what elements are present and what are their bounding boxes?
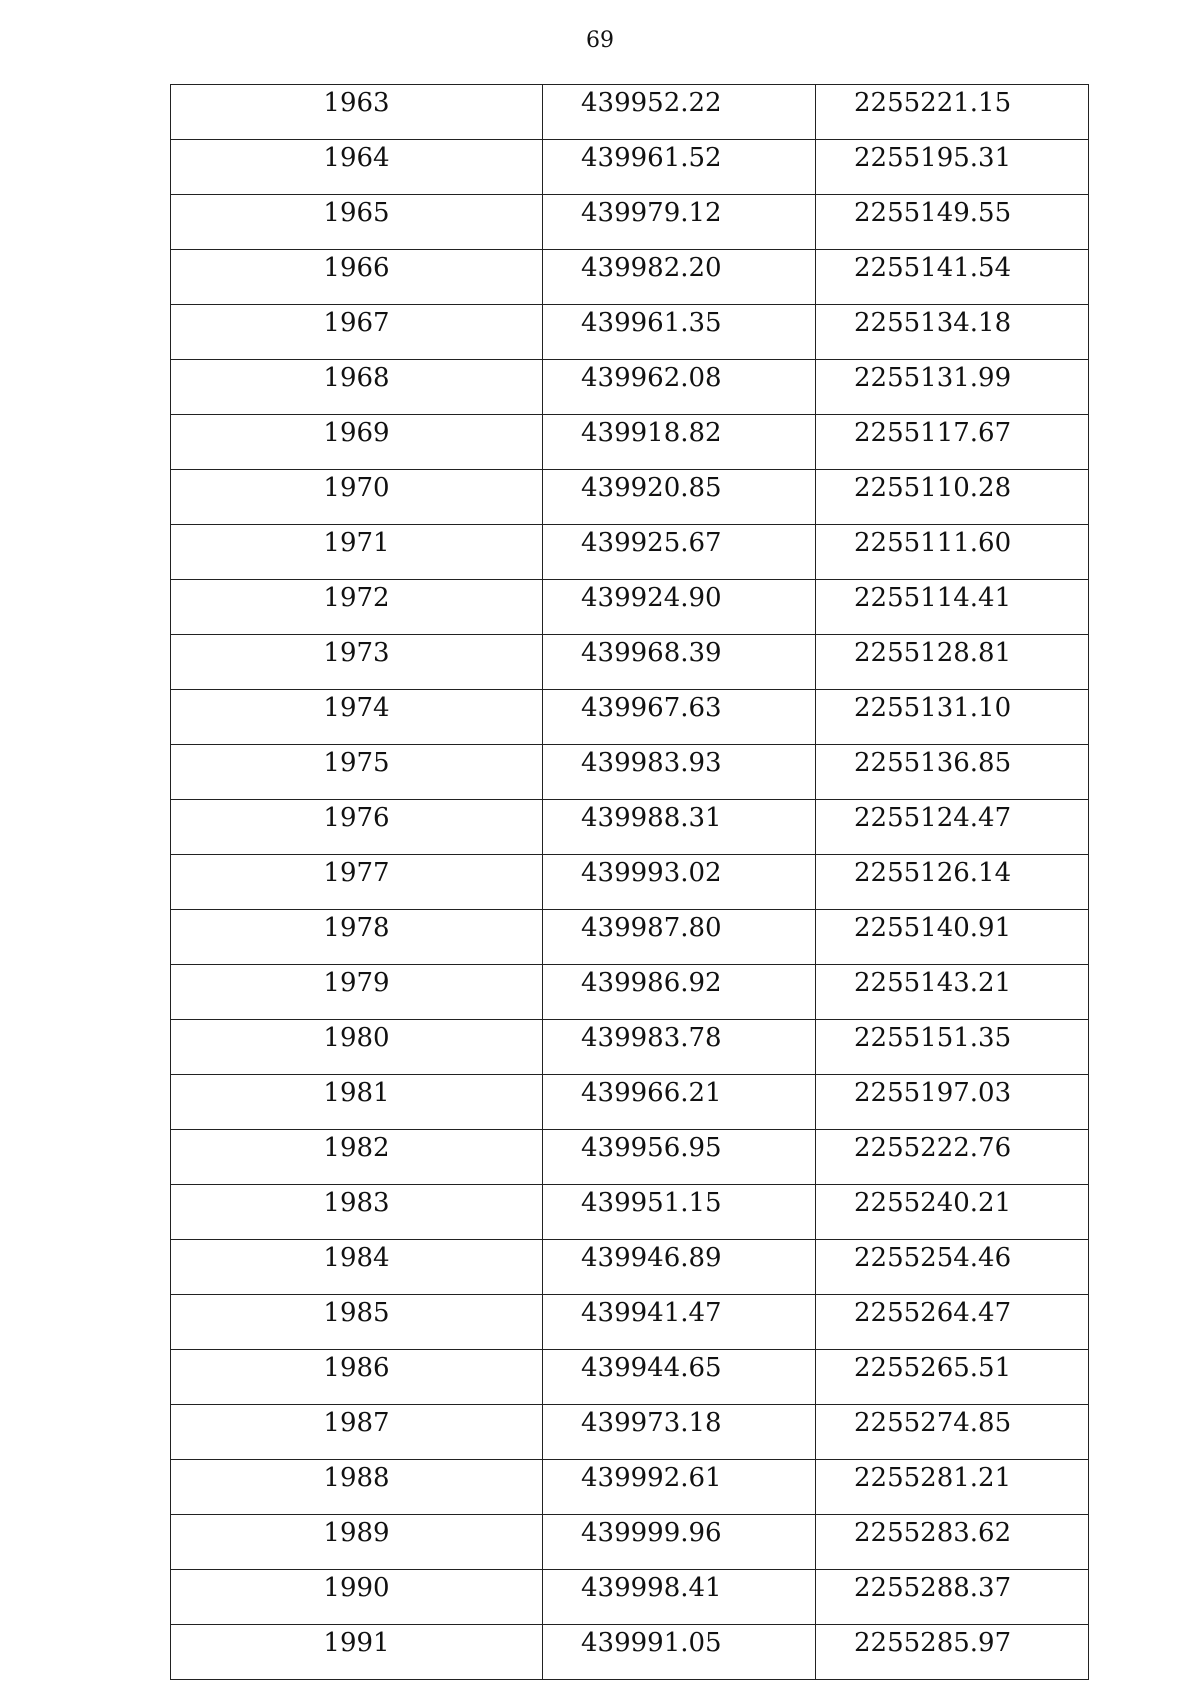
y-coordinate-cell: 2255136.85 — [816, 745, 1089, 800]
y-coordinate-cell: 2255141.54 — [816, 250, 1089, 305]
point-number-cell: 1966 — [171, 250, 543, 305]
point-number-cell: 1967 — [171, 305, 543, 360]
point-number-cell: 1977 — [171, 855, 543, 910]
table-row — [171, 85, 1089, 140]
table-row — [171, 635, 1089, 690]
point-number-cell: 1974 — [171, 690, 543, 745]
table-row — [171, 690, 1089, 745]
point-number-cell: 1979 — [171, 965, 543, 1020]
x-coordinate-cell: 439962.08 — [543, 360, 816, 415]
table-row — [171, 965, 1089, 1020]
table-row — [171, 800, 1089, 855]
point-number-cell: 1984 — [171, 1240, 543, 1295]
y-coordinate-cell: 2255143.21 — [816, 965, 1089, 1020]
y-coordinate-cell: 2255111.60 — [816, 525, 1089, 580]
table-row — [171, 1350, 1089, 1405]
y-coordinate-cell: 2255221.15 — [816, 85, 1089, 140]
x-coordinate-cell: 439918.82 — [543, 415, 816, 470]
y-coordinate-cell: 2255285.97 — [816, 1625, 1089, 1680]
table-row — [171, 470, 1089, 525]
table-row — [171, 1625, 1089, 1680]
point-number-cell: 1976 — [171, 800, 543, 855]
table-row — [171, 525, 1089, 580]
y-coordinate-cell: 2255131.10 — [816, 690, 1089, 745]
table-row — [171, 745, 1089, 800]
point-number-cell: 1987 — [171, 1405, 543, 1460]
y-coordinate-cell: 2255281.21 — [816, 1460, 1089, 1515]
point-number-cell: 1972 — [171, 580, 543, 635]
y-coordinate-cell: 2255134.18 — [816, 305, 1089, 360]
point-number-cell: 1971 — [171, 525, 543, 580]
x-coordinate-cell: 439983.78 — [543, 1020, 816, 1075]
x-coordinate-cell: 439941.47 — [543, 1295, 816, 1350]
table-row — [171, 1570, 1089, 1625]
table-row — [171, 1075, 1089, 1130]
y-coordinate-cell: 2255222.76 — [816, 1130, 1089, 1185]
y-coordinate-cell: 2255151.35 — [816, 1020, 1089, 1075]
table-row — [171, 1130, 1089, 1185]
page-number: 69 — [586, 28, 614, 53]
point-number-cell: 1968 — [171, 360, 543, 415]
y-coordinate-cell: 2255117.67 — [816, 415, 1089, 470]
table-row — [171, 580, 1089, 635]
x-coordinate-cell: 439988.31 — [543, 800, 816, 855]
point-number-cell: 1970 — [171, 470, 543, 525]
point-number-cell: 1990 — [171, 1570, 543, 1625]
point-number-cell: 1986 — [171, 1350, 543, 1405]
table-row — [171, 250, 1089, 305]
table-row — [171, 1240, 1089, 1295]
table-row — [171, 1405, 1089, 1460]
x-coordinate-cell: 439968.39 — [543, 635, 816, 690]
table-row — [171, 910, 1089, 965]
x-coordinate-cell: 439998.41 — [543, 1570, 816, 1625]
y-coordinate-cell: 2255126.14 — [816, 855, 1089, 910]
x-coordinate-cell: 439967.63 — [543, 690, 816, 745]
x-coordinate-cell: 439987.80 — [543, 910, 816, 965]
x-coordinate-cell: 439920.85 — [543, 470, 816, 525]
x-coordinate-cell: 439983.93 — [543, 745, 816, 800]
y-coordinate-cell: 2255283.62 — [816, 1515, 1089, 1570]
x-coordinate-cell: 439961.35 — [543, 305, 816, 360]
y-coordinate-cell: 2255110.28 — [816, 470, 1089, 525]
x-coordinate-cell: 439993.02 — [543, 855, 816, 910]
y-coordinate-cell: 2255254.46 — [816, 1240, 1089, 1295]
x-coordinate-cell: 439999.96 — [543, 1515, 816, 1570]
x-coordinate-cell: 439966.21 — [543, 1075, 816, 1130]
point-number-cell: 1963 — [171, 85, 543, 140]
y-coordinate-cell: 2255265.51 — [816, 1350, 1089, 1405]
x-coordinate-cell: 439951.15 — [543, 1185, 816, 1240]
x-coordinate-cell: 439961.52 — [543, 140, 816, 195]
x-coordinate-cell: 439925.67 — [543, 525, 816, 580]
point-number-cell: 1973 — [171, 635, 543, 690]
x-coordinate-cell: 439982.20 — [543, 250, 816, 305]
table-row — [171, 855, 1089, 910]
point-number-cell: 1988 — [171, 1460, 543, 1515]
y-coordinate-cell: 2255140.91 — [816, 910, 1089, 965]
x-coordinate-cell: 439973.18 — [543, 1405, 816, 1460]
x-coordinate-cell: 439952.22 — [543, 85, 816, 140]
point-number-cell: 1985 — [171, 1295, 543, 1350]
table-row — [171, 360, 1089, 415]
table-row — [171, 1185, 1089, 1240]
y-coordinate-cell: 2255195.31 — [816, 140, 1089, 195]
table-row — [171, 415, 1089, 470]
point-number-cell: 1975 — [171, 745, 543, 800]
table-row — [171, 1460, 1089, 1515]
y-coordinate-cell: 2255124.47 — [816, 800, 1089, 855]
point-number-cell: 1989 — [171, 1515, 543, 1570]
x-coordinate-cell: 439979.12 — [543, 195, 816, 250]
y-coordinate-cell: 2255149.55 — [816, 195, 1089, 250]
table-row — [171, 195, 1089, 250]
table-row — [171, 305, 1089, 360]
table-row — [171, 1515, 1089, 1570]
y-coordinate-cell: 2255131.99 — [816, 360, 1089, 415]
coordinates-table-body — [171, 85, 1089, 1680]
point-number-cell: 1969 — [171, 415, 543, 470]
table-row — [171, 1020, 1089, 1075]
y-coordinate-cell: 2255114.41 — [816, 580, 1089, 635]
y-coordinate-cell: 2255274.85 — [816, 1405, 1089, 1460]
y-coordinate-cell: 2255264.47 — [816, 1295, 1089, 1350]
x-coordinate-cell: 439956.95 — [543, 1130, 816, 1185]
point-number-cell: 1980 — [171, 1020, 543, 1075]
x-coordinate-cell: 439986.92 — [543, 965, 816, 1020]
y-coordinate-cell: 2255128.81 — [816, 635, 1089, 690]
point-number-cell: 1978 — [171, 910, 543, 965]
coordinates-table — [170, 84, 1089, 1680]
table-row — [171, 1295, 1089, 1350]
point-number-cell: 1964 — [171, 140, 543, 195]
x-coordinate-cell: 439991.05 — [543, 1625, 816, 1680]
x-coordinate-cell: 439924.90 — [543, 580, 816, 635]
y-coordinate-cell: 2255197.03 — [816, 1075, 1089, 1130]
x-coordinate-cell: 439992.61 — [543, 1460, 816, 1515]
point-number-cell: 1965 — [171, 195, 543, 250]
x-coordinate-cell: 439944.65 — [543, 1350, 816, 1405]
y-coordinate-cell: 2255288.37 — [816, 1570, 1089, 1625]
point-number-cell: 1983 — [171, 1185, 543, 1240]
point-number-cell: 1991 — [171, 1625, 543, 1680]
point-number-cell: 1981 — [171, 1075, 543, 1130]
point-number-cell: 1982 — [171, 1130, 543, 1185]
y-coordinate-cell: 2255240.21 — [816, 1185, 1089, 1240]
table-row — [171, 140, 1089, 195]
x-coordinate-cell: 439946.89 — [543, 1240, 816, 1295]
